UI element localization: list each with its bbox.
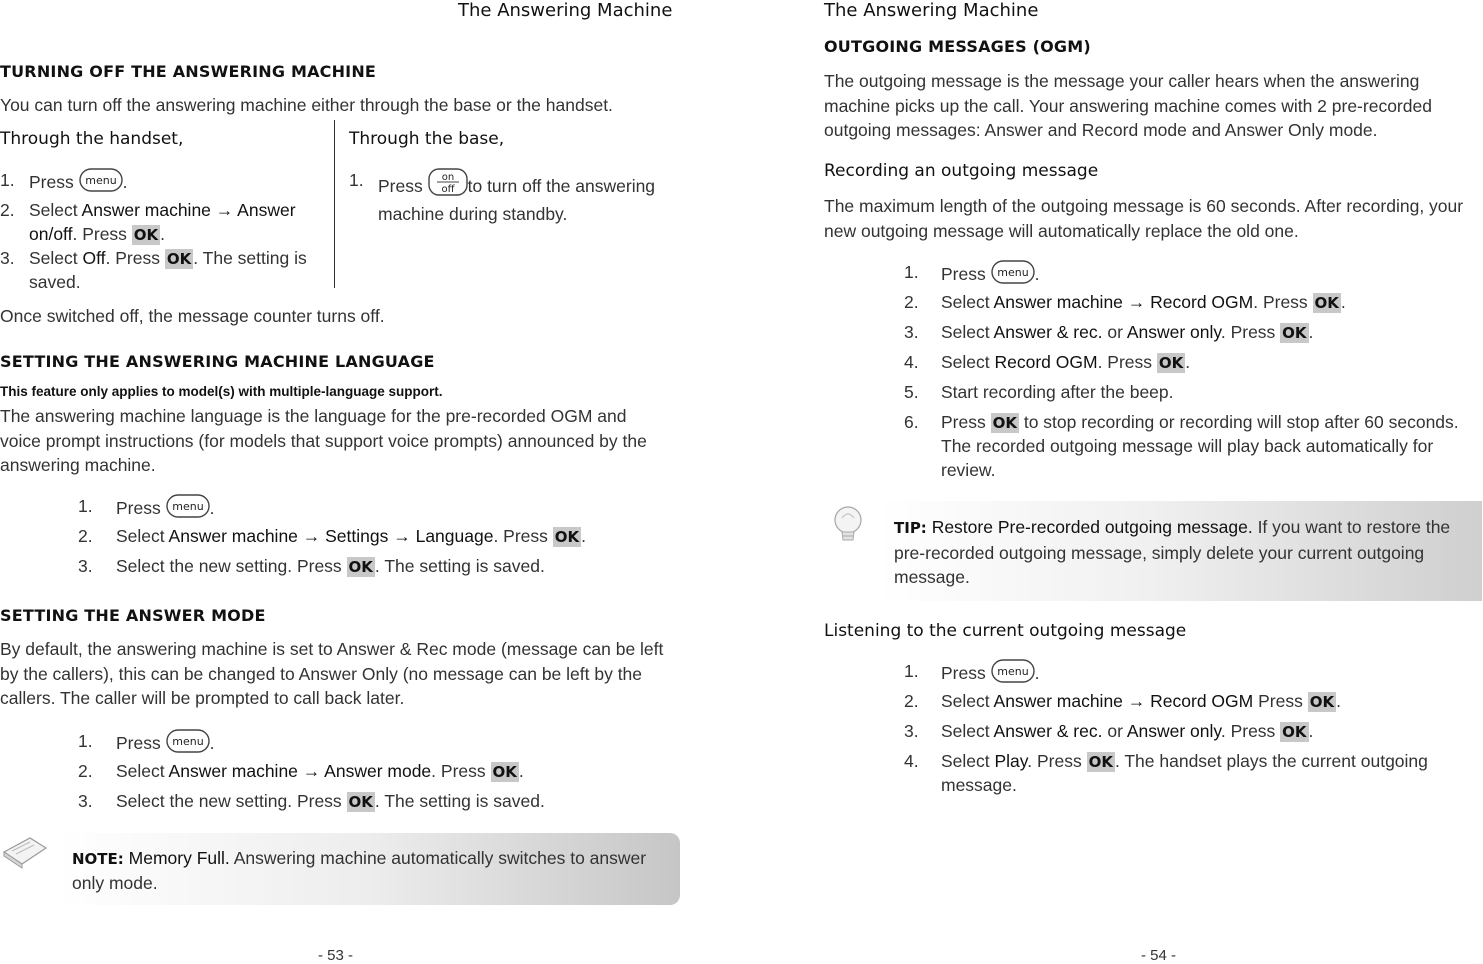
menu-path: Answer & rec.	[993, 322, 1103, 342]
listening-steps: 1. Press menu . 2. Select Answer machine → Record OGM Press OK . 3. Select Answer & rec. or Answer only. Press OK . 4. Select Play. Press OK . The handset plays the current outgoing message.	[904, 661, 1428, 795]
ok-key-label: OK	[1309, 693, 1335, 711]
section-title-turning-off: TURNING OFF THE ANSWERING MACHINE	[0, 62, 377, 81]
ok-key-label: OK	[492, 763, 517, 781]
ok-key-label: OK	[166, 250, 192, 268]
svg-text:off: off	[441, 184, 455, 195]
recording-body: The maximum length of the outgoing message is 60 seconds. After recording, your new outgoing message will automatically replace the old one.	[824, 196, 1464, 241]
section-title-ogm: OUTGOING MESSAGES (OGM)	[824, 37, 1091, 56]
tip-box	[878, 501, 1482, 601]
page-header-right: The Answering Machine	[824, 0, 1039, 21]
tip-label: TIP:	[894, 519, 927, 537]
section-title-answer-mode: SETTING THE ANSWER MODE	[0, 606, 266, 625]
menu-path: Answer & rec.	[993, 721, 1103, 741]
menu-key-icon	[166, 494, 210, 524]
answer-mode-body: By default, the answering machine is set to Answer & Rec mode (message can be left by the callers), this can be changed to Answer Only (no message can be left by the callers. The caller will be prompted to call back later.	[0, 639, 664, 708]
ok-key-label: OK	[1314, 294, 1339, 312]
page-number-right: - 54 -	[1141, 947, 1177, 964]
column-divider	[334, 120, 335, 288]
ok-key-label: OK	[348, 558, 373, 576]
menu-path: Play	[994, 751, 1028, 771]
handset-steps: 1. Press menu . 2. Select Answer machine → Answer on/off. Press OK . 3. Select Off. Press OK . The setting is saved.	[0, 170, 307, 292]
answer-mode-steps: 1. Press menu . 2. Select Answer machine → Answer mode. Press OK . 3. Select the new setting. Press OK . The setting is saved.	[78, 731, 545, 811]
menu-path: Answer machine → Answer on/off	[29, 200, 296, 244]
base-title: Through the base,	[349, 129, 505, 149]
menu-path: Off	[82, 248, 106, 268]
menu-path: Answer machine → Record OGM	[993, 292, 1254, 312]
language-feature-note: This feature only applies to model(s) with multiple-language support.	[0, 384, 443, 399]
menu-path: Record OGM	[994, 352, 1098, 372]
note-text: Answering machine automatically switches to answer only mode.	[72, 848, 647, 893]
section-title-language: SETTING THE ANSWERING MACHINE LANGUAGE	[0, 352, 435, 371]
menu-path: Answer machine → Answer mode	[168, 761, 432, 781]
recording-steps: 1. Press menu . 2. Select Answer machine → Record OGM. Press OK . 3. Select Answer & rec. or Answer only. Press OK . 4. Select Record OGM. Press OK . 5. Start recording after the beep. 6. Press OK to stop recording or recording will stop after 60 seconds. The recorded outgoing message will play back automatically for review.	[904, 262, 1459, 480]
ok-key-label: OK	[133, 226, 159, 244]
turning-off-outro: Once switched off, the message counter turns off.	[0, 306, 385, 326]
svg-text:menu: menu	[996, 266, 1029, 279]
svg-text:on: on	[441, 172, 454, 183]
ok-key-label: OK	[1088, 753, 1113, 771]
menu-key-icon	[991, 260, 1035, 290]
note-label: NOTE:	[72, 850, 124, 868]
lightbulb-icon	[828, 502, 868, 555]
language-steps: 1. Press menu . 2. Select Answer machine → Settings → Language. Press OK . 3. Select the new setting. Press OK . The setting is saved.	[78, 496, 587, 576]
ok-key-label: OK	[992, 414, 1017, 432]
menu-path: Answer machine → Settings → Language	[168, 526, 494, 546]
step-number: 1.	[0, 170, 15, 190]
section-title-listening: Listening to the current outgoing message	[824, 621, 1187, 641]
svg-text:menu: menu	[84, 174, 117, 187]
section-title-recording: Recording an outgoing message	[824, 161, 1099, 181]
note-icon	[0, 832, 50, 877]
note-box	[56, 833, 680, 905]
note-title: Memory Full.	[128, 848, 230, 868]
base-steps: 1. Press on off to turn off the answering machine during standby.	[349, 170, 656, 224]
tip-title: Restore Pre-recorded outgoing message.	[931, 517, 1253, 537]
page-header-left: The Answering Machine	[458, 0, 673, 21]
svg-text:menu: menu	[996, 665, 1029, 678]
menu-key-icon	[166, 729, 210, 759]
svg-text:menu: menu	[171, 500, 204, 513]
menu-key-icon	[991, 659, 1035, 689]
ogm-body: The outgoing message is the message your caller hears when the answering machine picks up the call. Your answering machine comes with 2 pre-recorded outgoing messages: Answer and Record mode and Answer Only mode.	[824, 71, 1432, 140]
tip-text: If you want to restore the pre-recorded outgoing message, simply delete your current outgoing message.	[894, 517, 1451, 587]
turning-off-intro: You can turn off the answering machine either through the base or the handset.	[0, 95, 613, 115]
ok-key-label: OK	[554, 528, 580, 546]
menu-path: Answer only	[1126, 721, 1221, 741]
ok-key-label: OK	[1158, 354, 1184, 372]
language-body: The answering machine language is the language for the pre-recorded OGM and voice prompt instructions (for models that support voice prompts) announced by the answering machine.	[0, 406, 647, 475]
ok-key-label: OK	[1282, 723, 1307, 741]
handset-title: Through the handset,	[0, 129, 184, 149]
ok-key-label: OK	[1282, 324, 1307, 342]
menu-path: Answer machine → Record OGM	[993, 691, 1254, 711]
menu-path: Answer only	[1126, 322, 1221, 342]
menu-key-icon	[79, 168, 123, 198]
on-off-key-icon	[428, 168, 468, 202]
page-number-left: - 53 -	[318, 947, 354, 964]
svg-text:menu: menu	[171, 735, 204, 748]
ok-key-label: OK	[348, 793, 373, 811]
